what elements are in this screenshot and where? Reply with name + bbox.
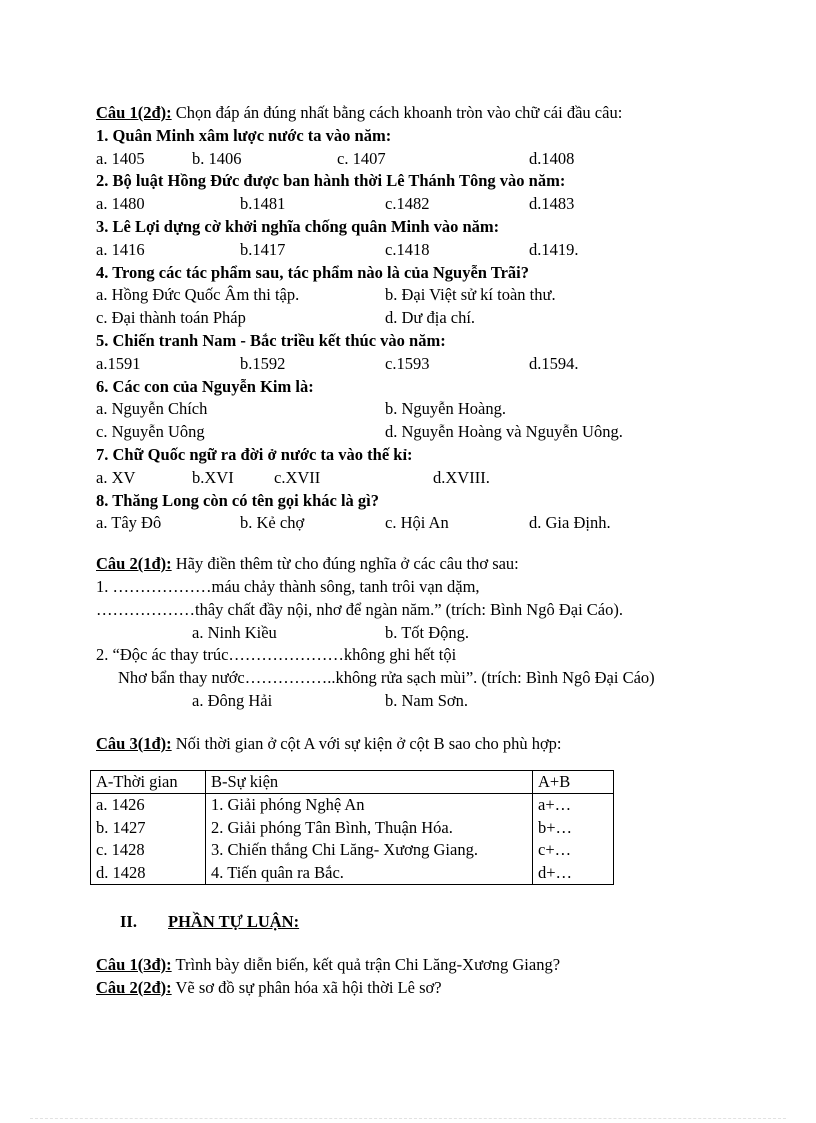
option-a: a. 1416 xyxy=(96,239,145,259)
q2-heading: Câu 2(1đ): xyxy=(96,554,172,574)
table-row xyxy=(91,794,614,817)
option-d: d. Dư địa chí. xyxy=(385,308,476,328)
matching-table xyxy=(90,770,614,886)
q2-header xyxy=(96,553,776,576)
table-cell-answer: d+… xyxy=(533,862,614,885)
option-c: c.1482 xyxy=(385,194,430,214)
option-a: a. Đông Hải xyxy=(192,690,273,710)
options-row-6b xyxy=(96,421,776,444)
option-d: d. Gia Định. xyxy=(529,513,611,533)
option-c: c.1593 xyxy=(385,353,430,373)
question-4: 4. Trong các tác phẩm sau, tác phẩm nào là của Nguyễn Trãi? xyxy=(96,262,530,282)
option-b: b. Nam Sơn. xyxy=(385,690,468,710)
poem2-options xyxy=(96,690,776,713)
table-cell-time: c. 1428 xyxy=(91,839,206,862)
exam-page xyxy=(96,102,776,999)
spacer xyxy=(96,535,776,553)
option-b: b. Kẻ chợ xyxy=(240,513,305,533)
table-cell-answer: a+… xyxy=(533,794,614,817)
column-header-a: A-Thời gian xyxy=(91,770,206,794)
options-row-2 xyxy=(96,193,776,216)
option-c: c. Đại thành toán Pháp xyxy=(96,308,246,328)
option-a: a. Ninh Kiều xyxy=(192,622,277,642)
option-b: b.1481 xyxy=(240,194,286,214)
q1-header xyxy=(96,102,776,125)
option-b: b. Tốt Động. xyxy=(385,622,470,642)
option-b: b. Đại Việt sử kí toàn thư. xyxy=(385,285,556,305)
option-b: b. Nguyễn Hoàng. xyxy=(385,399,506,419)
q1-heading: Câu 1(2đ): xyxy=(96,103,172,122)
question-1: 1. Quân Minh xâm lược nước ta vào năm: xyxy=(96,125,392,145)
part2-number: II. xyxy=(120,912,137,932)
option-b: b.XVI xyxy=(192,467,234,487)
poem1-line1: 1. ………………máu chảy thành sông, tanh trôi vạn dặm, xyxy=(96,576,480,596)
option-a: a. XV xyxy=(96,467,136,487)
option-a: a. Nguyễn Chích xyxy=(96,399,208,419)
option-c: c.XVII xyxy=(274,467,321,487)
option-b: b. 1406 xyxy=(192,148,242,168)
table-cell-event: 2. Giải phóng Tân Bình, Thuận Hóa. xyxy=(206,817,533,840)
spacer xyxy=(96,713,776,733)
option-c: c.1418 xyxy=(385,239,430,259)
option-d: d.1408 xyxy=(529,148,575,168)
table-cell-time: d. 1428 xyxy=(91,862,206,885)
page-bottom-divider xyxy=(30,1118,786,1119)
table-cell-answer: c+… xyxy=(533,839,614,862)
table-cell-time: b. 1427 xyxy=(91,817,206,840)
table-header-row xyxy=(91,770,614,794)
poem1-options xyxy=(96,622,776,645)
essay-q2-heading: Câu 2(2đ): xyxy=(96,977,172,997)
option-a: a.1591 xyxy=(96,353,141,373)
question-7: 7. Chữ Quốc ngữ ra đời ở nước ta vào thế kỉ: xyxy=(96,444,413,464)
options-row-7 xyxy=(96,467,776,490)
poem1-line2: ………………thây chất đầy nội, nhơ để ngàn năm.” (trích: Bình Ngô Đại Cáo). xyxy=(96,599,623,619)
question-8: 8. Thăng Long còn có tên gọi khác là gì? xyxy=(96,490,379,510)
question-2: 2. Bộ luật Hồng Đức được ban hành thời Lê Thánh Tông vào năm: xyxy=(96,171,566,191)
q3-header xyxy=(96,733,776,756)
essay-q1 xyxy=(96,954,776,977)
option-c: c. 1407 xyxy=(337,148,386,168)
option-d: d.1483 xyxy=(529,194,575,214)
options-row-4a xyxy=(96,284,776,307)
option-a: a. Hồng Đức Quốc Âm thi tập. xyxy=(96,285,300,305)
option-b: b.1417 xyxy=(240,239,286,259)
options-row-3 xyxy=(96,239,776,262)
table-row xyxy=(91,839,614,862)
option-a: a. Tây Đô xyxy=(96,513,162,533)
q3-instruction: Nối thời gian ở cột A với sự kiện ở cột B sao cho phù hợp: xyxy=(171,733,562,753)
option-a: a. 1405 xyxy=(96,148,145,168)
options-row-5 xyxy=(96,353,776,376)
q3-heading: Câu 3(1đ): xyxy=(96,733,172,753)
table-cell-event: 3. Chiến thắng Chi Lăng- Xương Giang. xyxy=(206,839,533,862)
essay-q2 xyxy=(96,977,776,1000)
table-row xyxy=(91,862,614,885)
option-d: d.1419. xyxy=(529,239,579,259)
option-b: b.1592 xyxy=(240,353,286,373)
column-header-ab: A+B xyxy=(533,770,614,794)
table-cell-answer: b+… xyxy=(533,817,614,840)
column-header-b: B-Sự kiện xyxy=(206,770,533,794)
question-3: 3. Lê Lợi dựng cờ khởi nghĩa chống quân Minh vào năm: xyxy=(96,216,500,236)
table-cell-event: 1. Giải phóng Nghệ An xyxy=(206,794,533,817)
table-cell-time: a. 1426 xyxy=(91,794,206,817)
option-d: d.1594. xyxy=(529,353,579,373)
essay-q1-text: Trình bày diễn biến, kết quả trận Chi Lăng-Xương Giang? xyxy=(171,954,561,974)
options-row-6a xyxy=(96,398,776,421)
table-row xyxy=(91,817,614,840)
option-c: c. Hội An xyxy=(385,513,449,533)
part2-title: PHẦN TỰ LUẬN: xyxy=(168,912,300,932)
options-row-1 xyxy=(96,148,776,171)
option-a: a. 1480 xyxy=(96,194,145,214)
question-5: 5. Chiến tranh Nam - Bắc triều kết thúc vào năm: xyxy=(96,330,446,350)
question-6: 6. Các con của Nguyễn Kim là: xyxy=(96,376,314,396)
option-d: d.XVIII. xyxy=(433,467,490,487)
options-row-8 xyxy=(96,512,776,535)
option-c: c. Nguyễn Uông xyxy=(96,422,205,442)
options-row-4b xyxy=(96,307,776,330)
table-cell-event: 4. Tiến quân ra Bắc. xyxy=(206,862,533,885)
part2-header xyxy=(96,911,776,934)
option-d: d. Nguyễn Hoàng và Nguyễn Uông. xyxy=(385,422,623,442)
q1-instruction: Chọn đáp án đúng nhất bằng cách khoanh tròn vào chữ cái đầu câu: xyxy=(171,103,623,122)
essay-q2-text: Vẽ sơ đồ sự phân hóa xã hội thời Lê sơ? xyxy=(171,977,442,997)
poem2-line1: 2. “Độc ác thay trúc…………………không ghi hết tội xyxy=(96,645,457,665)
q2-instruction: Hãy điền thêm từ cho đúng nghĩa ở các câu thơ sau: xyxy=(171,554,519,574)
essay-q1-heading: Câu 1(3đ): xyxy=(96,954,172,974)
poem2-line2: Nhơ bẩn thay nước……………..không rửa sạch mùi”. (trích: Bình Ngô Đại Cáo) xyxy=(118,668,655,688)
